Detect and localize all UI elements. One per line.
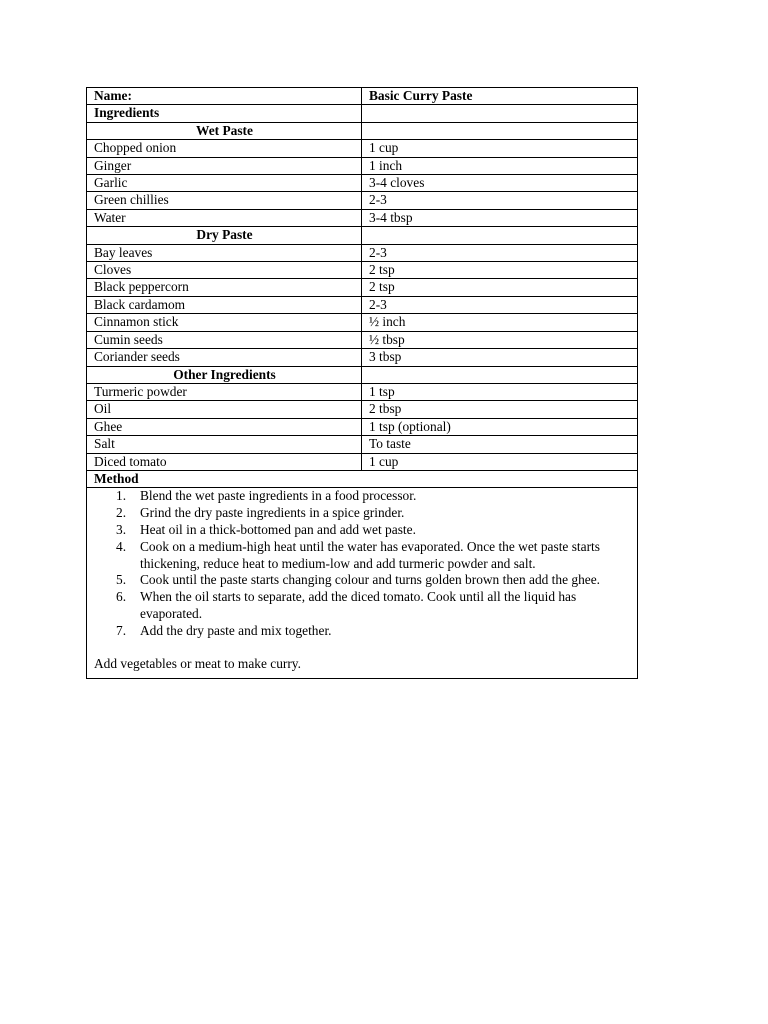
ingredient-row: [87, 192, 638, 209]
ingredient-name: Cloves: [87, 262, 362, 279]
section-heading: Dry Paste: [196, 227, 253, 243]
ingredient-quantity: 2-3: [362, 192, 638, 209]
step-number: 2.: [116, 505, 127, 521]
recipe-title: Basic Curry Paste: [362, 88, 638, 105]
method-steps-list: [94, 488, 630, 639]
ingredient-quantity: ½ tbsp: [362, 331, 638, 348]
ingredient-row: [87, 453, 638, 470]
ingredient-name: Water: [87, 209, 362, 226]
ingredient-row: [87, 157, 638, 174]
method-step: [94, 505, 630, 522]
ingredient-name: Salt: [87, 436, 362, 453]
section-heading: Other Ingredients: [173, 366, 276, 382]
ingredient-name: Ginger: [87, 157, 362, 174]
ingredient-quantity: 2 tsp: [362, 279, 638, 296]
ingredient-name: Cumin seeds: [87, 331, 362, 348]
section-heading-cell: [87, 122, 362, 139]
ingredient-name: Chopped onion: [87, 140, 362, 157]
ingredient-quantity: 2 tbsp: [362, 401, 638, 418]
ingredient-row: [87, 314, 638, 331]
ingredient-name: Green chillies: [87, 192, 362, 209]
ingredient-name: Cinnamon stick: [87, 314, 362, 331]
ingredient-name: Black peppercorn: [87, 279, 362, 296]
method-label: Method: [87, 470, 638, 487]
ingredient-row: [87, 418, 638, 435]
ingredient-name: Turmeric powder: [87, 383, 362, 400]
method-step: [94, 623, 630, 640]
section-heading: Wet Paste: [196, 122, 253, 138]
ingredient-quantity: 2-3: [362, 244, 638, 261]
ingredient-row: [87, 279, 638, 296]
ingredient-row: [87, 436, 638, 453]
ingredient-name: Bay leaves: [87, 244, 362, 261]
step-text: Heat oil in a thick-bottomed pan and add wet paste.: [140, 521, 416, 537]
ingredient-name: Oil: [87, 401, 362, 418]
empty-cell: [362, 366, 638, 383]
ingredient-row: [87, 244, 638, 261]
ingredient-row: [87, 331, 638, 348]
ingredient-quantity: 1 inch: [362, 157, 638, 174]
step-number: 7.: [116, 622, 127, 638]
method-step: [94, 572, 630, 589]
ingredient-quantity: 3-4 cloves: [362, 175, 638, 192]
step-text: Cook on a medium-high heat until the water has evaporated. Once the wet paste starts thickening, reduce heat to medium-low and add turmeric powder and salt.: [140, 538, 600, 571]
step-number: 4.: [116, 538, 127, 554]
ingredient-name: Garlic: [87, 175, 362, 192]
method-header-row: [87, 470, 638, 487]
section-heading-row: [87, 227, 638, 244]
ingredient-quantity: 1 tsp (optional): [362, 418, 638, 435]
step-number: 1.: [116, 488, 127, 504]
ingredient-name: Black cardamom: [87, 296, 362, 313]
section-heading-row: [87, 366, 638, 383]
name-row: [87, 88, 638, 105]
recipe-table: [86, 87, 638, 679]
ingredient-row: [87, 401, 638, 418]
ingredient-quantity: 1 cup: [362, 140, 638, 157]
step-text: When the oil starts to separate, add the diced tomato. Cook until all the liquid has evaporated.: [140, 589, 577, 621]
step-text: Grind the dry paste ingredients in a spice grinder.: [140, 505, 405, 521]
ingredient-row: [87, 296, 638, 313]
ingredient-name: Ghee: [87, 418, 362, 435]
ingredient-quantity: To taste: [362, 436, 638, 453]
ingredient-quantity: 1 cup: [362, 453, 638, 470]
empty-cell: [362, 105, 638, 122]
name-label: Name:: [87, 88, 362, 105]
step-text: Add the dry paste and mix together.: [140, 622, 332, 638]
ingredient-row: [87, 349, 638, 366]
step-text: Blend the wet paste ingredients in a food processor.: [140, 488, 417, 504]
ingredient-quantity: 3 tbsp: [362, 349, 638, 366]
method-cell: [87, 488, 638, 679]
empty-cell: [362, 227, 638, 244]
method-step: [94, 589, 630, 623]
closing-note: Add vegetables or meat to make curry.: [94, 655, 301, 671]
ingredient-name: Diced tomato: [87, 453, 362, 470]
ingredients-header-row: [87, 105, 638, 122]
ingredient-name: Coriander seeds: [87, 349, 362, 366]
ingredient-quantity: ½ inch: [362, 314, 638, 331]
ingredient-quantity: 2-3: [362, 296, 638, 313]
method-step: [94, 488, 630, 505]
ingredient-quantity: 1 tsp: [362, 383, 638, 400]
method-step: [94, 539, 630, 573]
ingredient-row: [87, 209, 638, 226]
ingredient-row: [87, 383, 638, 400]
ingredient-row: [87, 175, 638, 192]
method-steps-row: [87, 488, 638, 679]
step-number: 3.: [116, 521, 127, 537]
ingredient-row: [87, 140, 638, 157]
section-heading-cell: [87, 227, 362, 244]
ingredient-row: [87, 262, 638, 279]
ingredient-quantity: 2 tsp: [362, 262, 638, 279]
empty-cell: [362, 122, 638, 139]
ingredient-quantity: 3-4 tbsp: [362, 209, 638, 226]
step-number: 6.: [116, 589, 127, 605]
section-heading-cell: [87, 366, 362, 383]
step-number: 5.: [116, 572, 127, 588]
ingredients-label: Ingredients: [87, 105, 362, 122]
step-text: Cook until the paste starts changing colour and turns golden brown then add the ghee.: [140, 572, 601, 588]
section-heading-row: [87, 122, 638, 139]
method-step: [94, 522, 630, 539]
